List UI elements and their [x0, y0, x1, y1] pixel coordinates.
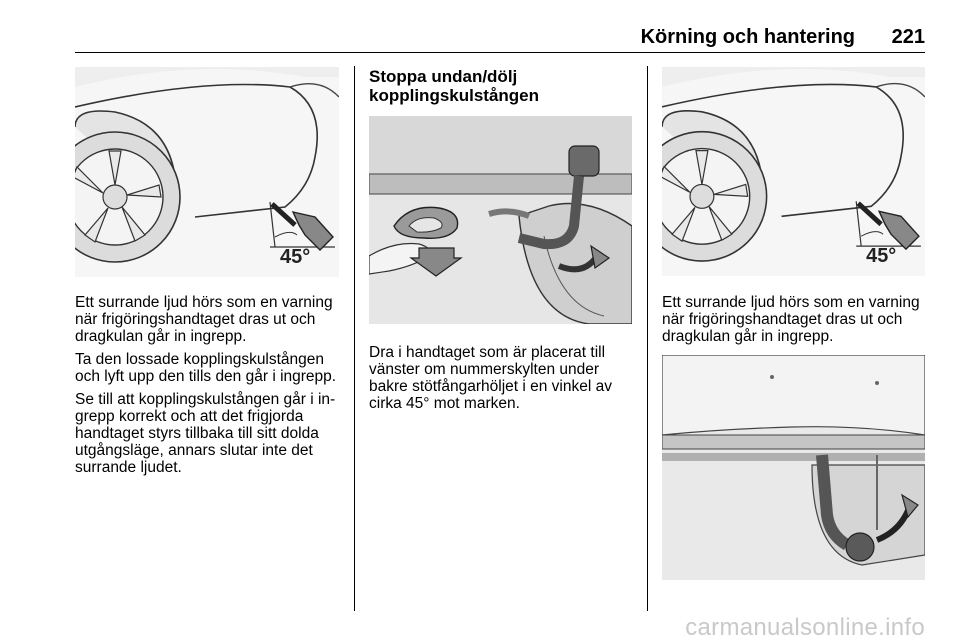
- page-header: [75, 26, 925, 53]
- watermark-text: carmanualsonline.info: [685, 614, 925, 641]
- angle-label: 45°: [280, 246, 311, 268]
- angle-label: 45°: [866, 245, 897, 268]
- column-divider-left: [354, 66, 355, 611]
- column-divider-right: [647, 66, 648, 611]
- paragraph: Se till att kopplingskulstången går i ingrepp korrekt och att det frigjorda handtaget styrs tillbaka till sitt dolda utgångsläge, annars slutar inte det surrande ljudet.: [75, 391, 336, 476]
- column2-text: [369, 344, 639, 418]
- paragraph: Ett surrande ljud hörs som en varning när frigöringshandtaget dras ut och dragkulan går in ingrepp.: [662, 294, 920, 345]
- column3-text: [662, 294, 932, 351]
- tow-bar-stow-figure: [662, 355, 925, 580]
- section-heading: Stoppa undan/dölj kopplingskulstången: [369, 67, 540, 105]
- paragraph: Ett surrande ljud hörs som en varning när frigöringshandtaget dras ut och dragkulan går in ingrepp.: [75, 294, 333, 345]
- page-title: Körning och hantering: [640, 26, 855, 48]
- column1-text: [75, 294, 345, 482]
- paragraph: Dra i handtaget som är placerat till vänster om nummerskylten under bakre stötfångarhöljet i en vinkel av cirka 45° mot marken.: [369, 344, 612, 412]
- wheel-45-degree-figure: [75, 67, 339, 277]
- wheel-45-degree-figure-repeat: [662, 67, 925, 276]
- paragraph: Ta den lossade kopplingskulstången och lyft upp den tills den går i ingrepp.: [75, 351, 337, 385]
- tow-bar-handle-figure: [369, 116, 632, 324]
- page-number: 221: [891, 26, 925, 48]
